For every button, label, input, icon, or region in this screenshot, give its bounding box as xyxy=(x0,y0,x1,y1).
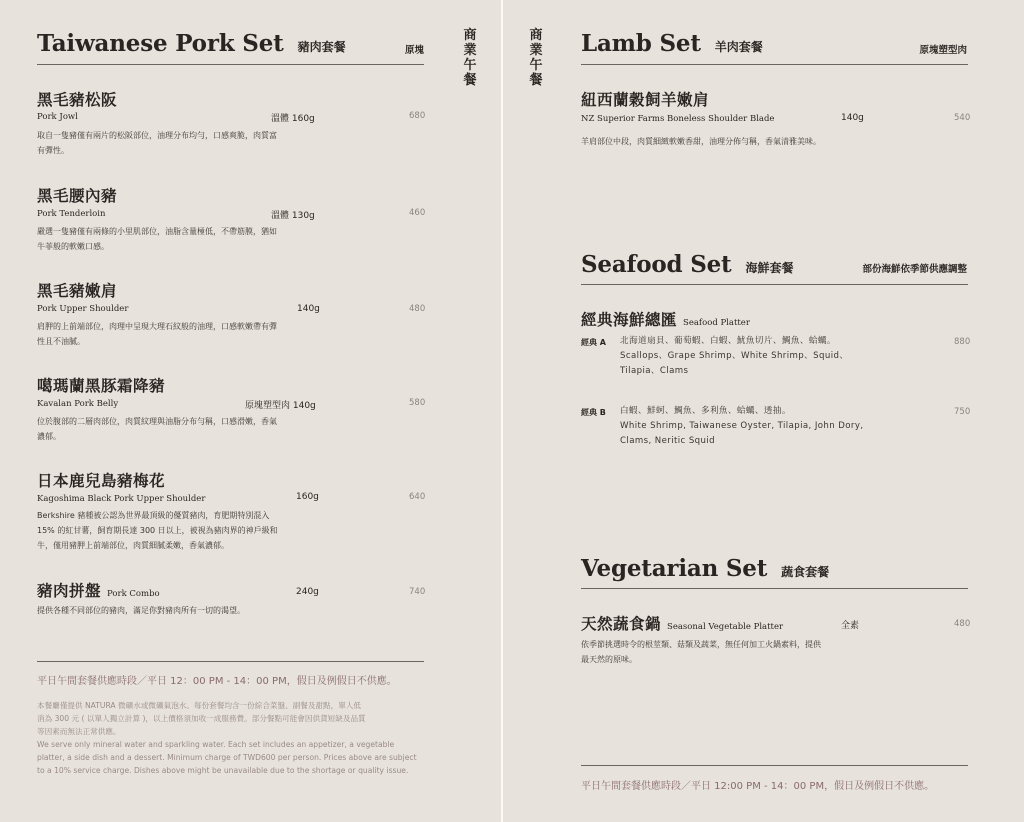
section-title-en: Taiwanese Pork Set xyxy=(37,30,284,57)
section-rule xyxy=(37,64,424,65)
item-price: 480 xyxy=(954,619,971,629)
option-description: 白蝦、鮮蚵、鯛魚、多利魚、蛤蠣、透抽。 White Shrimp, Taiwanese Oyster, Tilapia, John Dory, Clams, Neritic Squid xyxy=(620,406,864,446)
item-weight: 溫體 130g xyxy=(271,211,315,221)
menu-item xyxy=(37,279,117,301)
item-name-en: Pork Combo xyxy=(107,589,160,599)
section-title-zh: 海鮮套餐 xyxy=(745,261,794,275)
item-description: 取自一隻豬僅有兩片的松阪部位，油理分布均勻，口感爽脆，肉質富 有彈性。 xyxy=(37,131,277,155)
section-title-en: Lamb Set xyxy=(581,30,701,57)
menu-item xyxy=(37,579,160,601)
item-name-zh: 黑毛豬嫩肩 xyxy=(37,281,118,300)
menu-item xyxy=(581,88,709,110)
item-name-en: Seasonal Vegetable Platter xyxy=(667,622,784,632)
section-title-en: Seafood Set xyxy=(581,251,732,278)
footer-rule xyxy=(581,765,968,766)
menu-item xyxy=(581,612,783,634)
item-name-en: Pork Tenderloin xyxy=(37,209,106,219)
section-note: 原塊 xyxy=(404,45,424,56)
section-title-en: Vegetarian Set xyxy=(581,555,768,582)
item-weight: 全素 xyxy=(841,621,860,631)
item-price: 580 xyxy=(409,398,426,408)
left-menu-page xyxy=(0,0,502,822)
vertical-title: 商 業 午 餐 xyxy=(463,28,477,88)
menu-item xyxy=(581,308,750,330)
menu-item xyxy=(37,88,117,110)
section-title-zh: 羊肉套餐 xyxy=(714,40,763,54)
item-weight: 溫體 160g xyxy=(271,114,315,124)
option-label: 經典 A xyxy=(581,338,606,347)
section-rule xyxy=(581,284,968,285)
right-menu-page xyxy=(504,0,1024,822)
item-name-en: NZ Superior Farms Boneless Shoulder Blade xyxy=(581,114,775,124)
item-name-zh: 噶瑪蘭黑豚霜降豬 xyxy=(37,376,166,395)
seafood-section-header xyxy=(581,251,794,278)
menu-item xyxy=(37,184,117,206)
item-price: 460 xyxy=(409,208,426,218)
item-price: 740 xyxy=(409,587,426,597)
pork-section-header xyxy=(37,30,346,57)
item-price: 680 xyxy=(409,111,426,121)
menu-item xyxy=(37,469,165,491)
item-name-en: Kagoshima Black Pork Upper Shoulder xyxy=(37,494,206,504)
item-weight: 140g xyxy=(297,304,320,314)
section-title-zh: 豬肉套餐 xyxy=(297,40,346,54)
section-note: 部份海鮮依季節供應調整 xyxy=(862,264,967,275)
item-name-zh: 黑毛腰內豬 xyxy=(37,186,118,205)
item-name-en: Pork Upper Shoulder xyxy=(37,304,129,314)
section-rule xyxy=(581,588,968,589)
vegetarian-section-header xyxy=(581,555,829,582)
page-divider xyxy=(501,0,503,822)
item-name-zh: 經典海鮮總匯 xyxy=(581,310,678,329)
menu-item xyxy=(37,374,165,396)
section-note: 原塊塑型肉 xyxy=(919,45,967,56)
option-label: 經典 B xyxy=(581,408,606,417)
footer-notes: 本餐廳僅提供 NATURA 微礦水或微礦氣泡水。每份套餐均含一份綜合菜盤、副餐及甜點，單人低 消為 300 元 ( 以單人獨立計算 )，以上價格須加收一成服務費。部分餐點可能會因供貨短缺及品質 等因素而無法正常供應。 We serve only mineral water and sparkling water. Each set includes an appetizer, a vegetable platter, a side dish and a dessert. Minimum charge of TWD600 per person. Prices above are subject to a 10% service charge. Dishes above might be unavailable due to the shortage or quality issue. xyxy=(37,701,417,775)
item-name-en: Kavalan Pork Belly xyxy=(37,399,119,409)
item-weight: 原塊塑型肉 140g xyxy=(245,401,316,411)
item-name-zh: 天然蔬食鍋 xyxy=(581,614,662,633)
footer-rule xyxy=(37,661,424,662)
section-rule xyxy=(581,64,968,65)
option-description: 北海道扇貝、葡萄蝦、白蝦、魷魚切片、鯛魚、蛤蠣。 Scallops、Grape Shrimp、White Shrimp、Squid、 Tilapia、Clams xyxy=(620,336,849,376)
lamb-section-header xyxy=(581,30,763,57)
item-name-en: Pork Jowl xyxy=(37,112,78,122)
option-price: 880 xyxy=(954,337,971,347)
item-name-zh: 豬肉拼盤 xyxy=(37,581,102,600)
vertical-title: 商 業 午 餐 xyxy=(529,28,543,88)
item-name-zh: 日本鹿兒島豬梅花 xyxy=(37,471,166,490)
item-name-zh: 紐西蘭穀飼羊嫩肩 xyxy=(581,90,710,109)
item-description: 羊肩部位中段，肉質細緻軟嫩香甜，油理分佈勻稱，香氣清雅美味。 xyxy=(581,137,821,146)
item-weight: 160g xyxy=(296,492,319,502)
option-price: 750 xyxy=(954,407,971,417)
item-price: 480 xyxy=(409,304,426,314)
section-title-zh: 蔬食套餐 xyxy=(781,565,830,579)
item-name-en: Seafood Platter xyxy=(683,318,750,328)
item-price: 640 xyxy=(409,492,426,502)
item-weight: 240g xyxy=(296,587,319,597)
item-description: Berkshire 豬種被公認為世界最頂級的優質豬肉，育肥期特別混入 15% 的紅甘薯，飼育期長達 300 日以上，被視為豬肉界的神戶級和 牛，僅用豬胛上前端部位，肉質細膩柔嫩，香氣濃郁。 xyxy=(37,511,278,550)
footer-hours: 平日午間套餐供應時段／平日 12：00 PM - 14：00 PM，假日及例假日不供應。 xyxy=(37,676,397,687)
item-description: 依季節挑選時令的根莖類、菇類及蔬菜，無任何加工火鍋素料，提供 最天然的原味。 xyxy=(581,640,821,664)
item-description: 嚴選一隻豬僅有兩條的小里肌部位，油脂含量極低，不帶筋膜，猶如 牛菲般的軟嫩口感。 xyxy=(37,227,277,251)
item-name-zh: 黑毛豬松阪 xyxy=(37,90,118,109)
footer-hours: 平日午間套餐供應時段／平日 12:00 PM - 14：00 PM，假日及例假日不供應。 xyxy=(581,781,935,792)
item-description: 肩胛的上前端部位，肉理中呈現大理石紋般的油理，口感軟嫩帶有彈 性且不油膩。 xyxy=(37,322,277,346)
item-weight: 140g xyxy=(841,113,864,123)
item-price: 540 xyxy=(954,113,971,123)
item-description: 位於腹部的二層肉部位，肉質紋理與油脂分布勻稱，口感滑嫩，香氣 濃郁。 xyxy=(37,417,277,441)
item-description: 提供各種不同部位的豬肉，滿足你對豬肉所有一切的渴望。 xyxy=(37,606,245,615)
